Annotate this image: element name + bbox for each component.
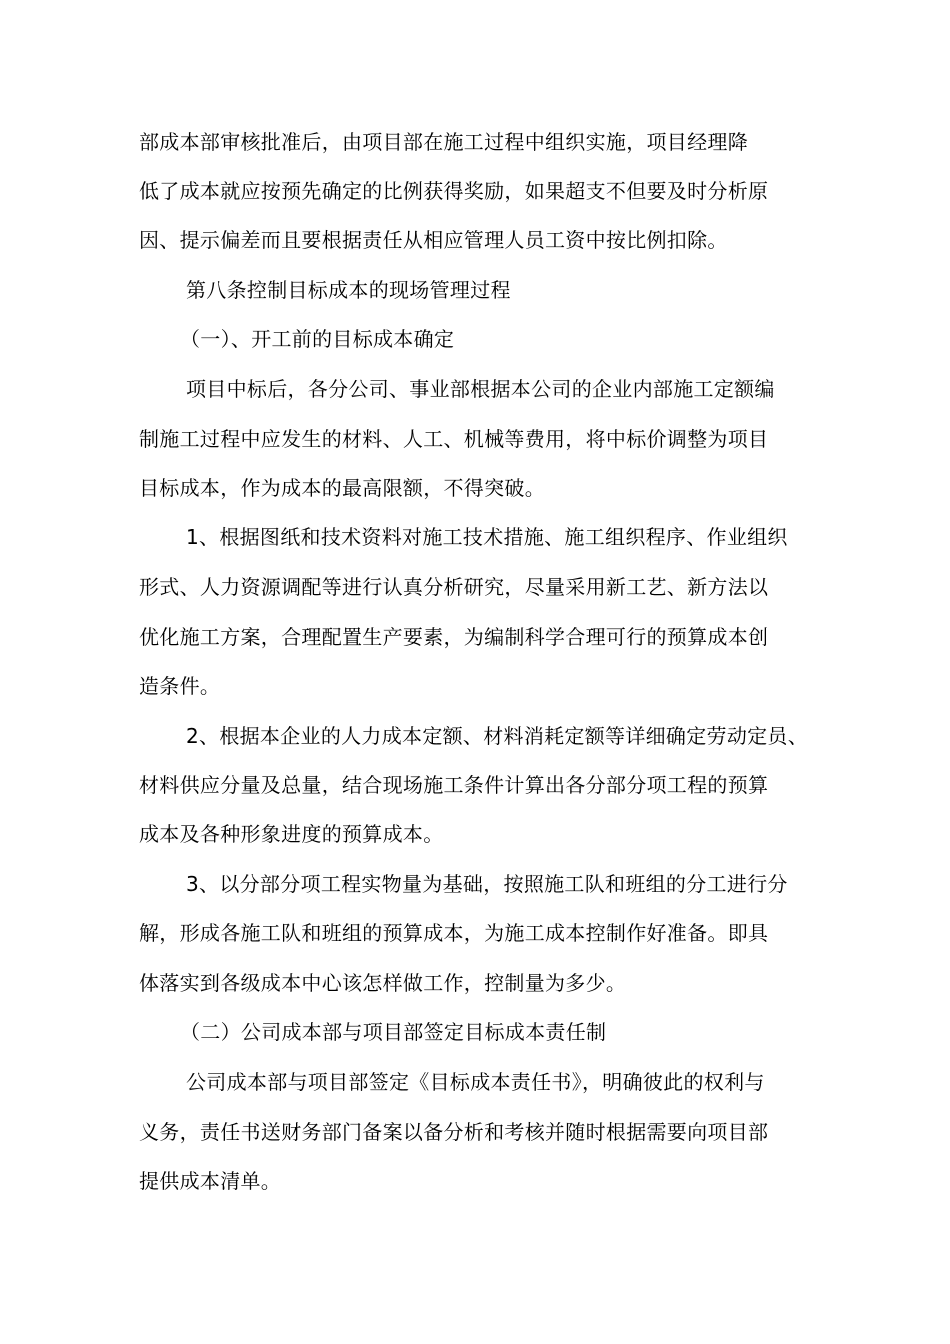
text-line: 目标成本，作为成本的最高限额，不得突破。: [139, 476, 545, 500]
text-line: 项目中标后，各分公司、事业部根据本公司的企业内部施工定额编: [186, 377, 775, 401]
text-line: 优化施工方案，合理配置生产要素，为编制科学合理可行的预算成本创: [139, 625, 769, 649]
text-line: 公司成本部与项目部签定《目标成本责任书》，明确彼此的权利与: [186, 1070, 765, 1094]
section-heading: 第八条控制目标成本的现场管理过程: [186, 278, 511, 302]
text-line: 2、根据本企业的人力成本定额、材料消耗定额等详细确定劳动定员、: [186, 724, 809, 748]
text-line: 因、提示偏差而且要根据责任从相应管理人员工资中按比例扣除。: [139, 228, 728, 252]
text-line: 造条件。: [139, 674, 221, 698]
text-line: 1、根据图纸和技术资料对施工技术措施、施工组织程序、作业组织: [186, 525, 788, 549]
text-line: 部成本部审核批准后，由项目部在施工过程中组织实施，项目经理降: [139, 130, 748, 154]
text-line: 义务，责任书送财务部门备案以备分析和考核并随时根据需要向项目部: [139, 1120, 769, 1144]
subsection-heading: （二）公司成本部与项目部签定目标成本责任制: [180, 1020, 607, 1044]
text-line: 3、以分部分项工程实物量为基础，按照施工队和班组的分工进行分: [186, 872, 788, 896]
text-line: 制施工过程中应发生的材料、人工、机械等费用，将中标价调整为项目: [139, 427, 769, 451]
text-line: 形式、人力资源调配等进行认真分析研究，尽量采用新工艺、新方法以: [139, 575, 769, 599]
text-line: 低了成本就应按预先确定的比例获得奖励，如果超支不但要及时分析原: [139, 179, 769, 203]
text-line: 成本及各种形象进度的预算成本。: [139, 822, 444, 846]
subsection-heading: （一）、开工前的目标成本确定: [180, 327, 455, 351]
text-line: 材料供应分量及总量，结合现场施工条件计算出各分部分项工程的预算: [139, 773, 769, 797]
text-line: 解，形成各施工队和班组的预算成本，为施工成本控制作好准备。即具: [139, 921, 769, 945]
text-line: 体落实到各级成本中心该怎样做工作，控制量为多少。: [139, 971, 627, 995]
text-line: 提供成本清单。: [139, 1169, 282, 1193]
